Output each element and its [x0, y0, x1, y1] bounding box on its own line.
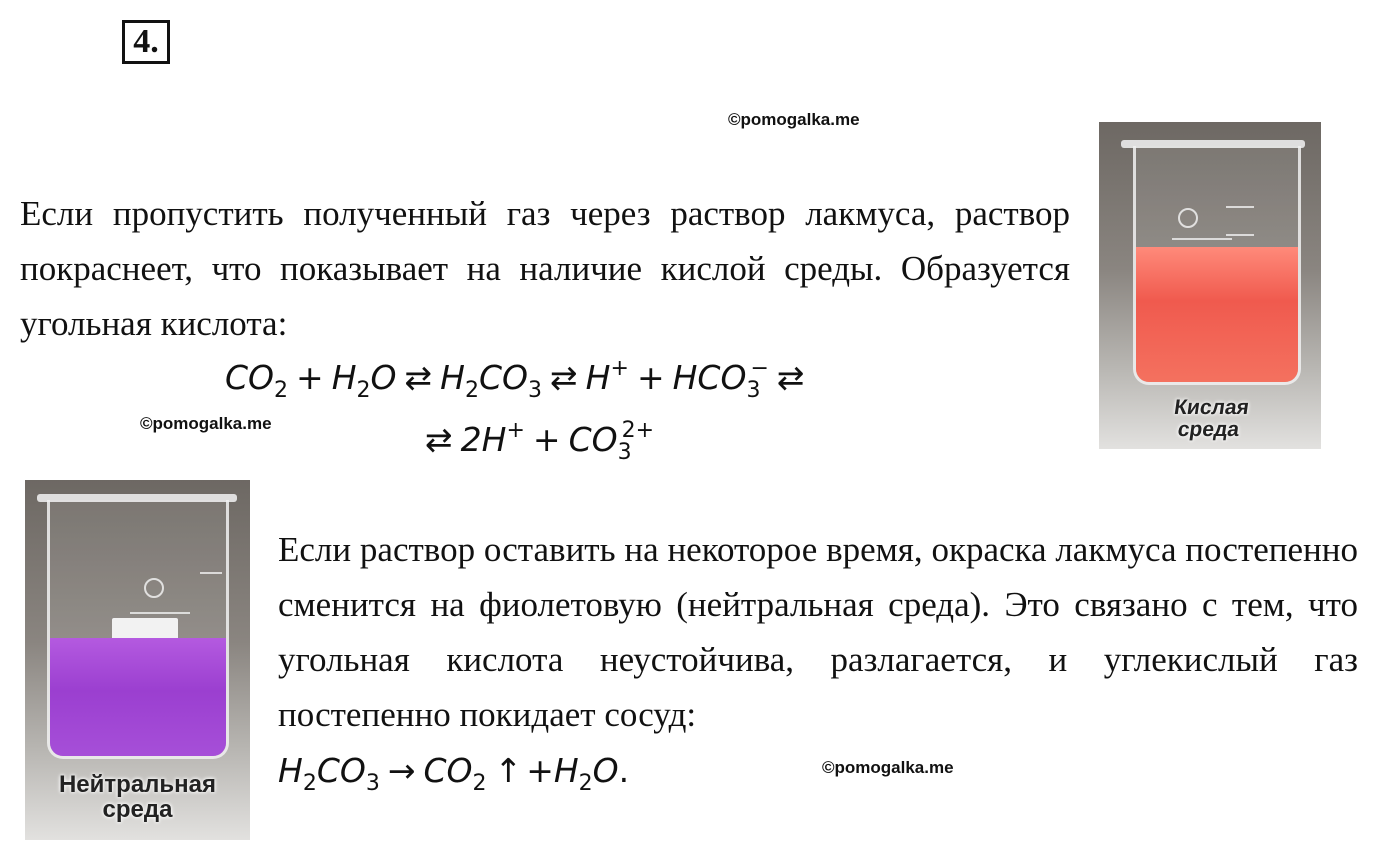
liquid-purple — [50, 638, 226, 756]
equilibrium-arrow: ⇄ — [404, 358, 433, 397]
graduation-mark — [130, 612, 190, 614]
gas-arrow: ↑ — [494, 751, 523, 790]
watermark-top: ©pomogalka.me — [728, 110, 860, 129]
equation-decomposition — [278, 751, 629, 796]
reaction-arrow: → — [387, 751, 416, 790]
formula-h2co3: $H_2CO_3$ — [278, 751, 380, 796]
equation-line-2 — [425, 418, 654, 465]
photo-acid-beaker — [1099, 122, 1321, 449]
photo-caption-neutral — [25, 772, 250, 822]
graduation-mark — [200, 572, 222, 574]
watermark-bottom: ©pomogalka.me — [822, 758, 954, 777]
formula-h-ion: H+ — [585, 356, 629, 397]
liquid-red — [1136, 247, 1298, 382]
photo-caption-acid — [1099, 397, 1321, 441]
beaker-label — [112, 618, 178, 640]
paragraph-acid: Если пропустить полученный газ через раствор лакмуса, раствор покраснеет, что показывает на наличие кислой среды. Образуется угольная кислота: — [20, 194, 1070, 343]
caption-line-1: Кислая — [1172, 396, 1251, 419]
paragraph-neutral: Если раствор оставить на некоторое время, окраска лакмуса постепенно сменится на фиолетовую (нейтральная среда). Это связано с тем, что угольная кислота неустойчива, разлагается, и углекислый газ постепенно покидает сосуд: — [278, 530, 1358, 734]
formula-co2: $CO_2$ — [225, 358, 289, 403]
beaker — [47, 500, 229, 759]
formula-co2: $CO_2$ — [423, 751, 487, 796]
formula-co3-ion: $CO_3^{2+}$ — [568, 418, 655, 465]
formula-hco3-ion: $HCO_3^-$ — [672, 356, 769, 403]
plus-sign: + — [532, 420, 561, 459]
caption-line-2: среда — [1176, 418, 1241, 442]
watermark-middle: ©pomogalka.me — [140, 414, 272, 433]
caption-line-1: Нейтральная — [58, 771, 217, 798]
caption-line-2: среда — [102, 796, 173, 824]
graduation-mark — [1172, 238, 1232, 240]
plus-sign: + — [636, 358, 665, 397]
formula-h2co3: $H_2CO_3$ — [440, 358, 543, 403]
equilibrium-arrow: ⇄ — [550, 358, 578, 397]
formula-2h-ion: 2H+ — [460, 418, 525, 459]
task-number: 4. — [122, 20, 170, 64]
equilibrium-arrow: ⇄ — [776, 358, 805, 397]
beaker-logo-icon — [144, 578, 164, 598]
graduation-mark — [1226, 234, 1254, 236]
plus-sign: + — [296, 358, 324, 397]
formula-h2o: $H_2O$ — [331, 358, 397, 403]
beaker-logo-icon — [1178, 208, 1198, 228]
period: . — [618, 751, 630, 790]
formula-h2o: $+H_2O$ — [526, 751, 619, 796]
beaker — [1133, 146, 1301, 385]
equilibrium-arrow: ⇄ — [425, 420, 453, 459]
graduation-mark — [1226, 206, 1254, 208]
photo-neutral-beaker — [25, 480, 250, 840]
equation-line-1 — [225, 356, 813, 403]
